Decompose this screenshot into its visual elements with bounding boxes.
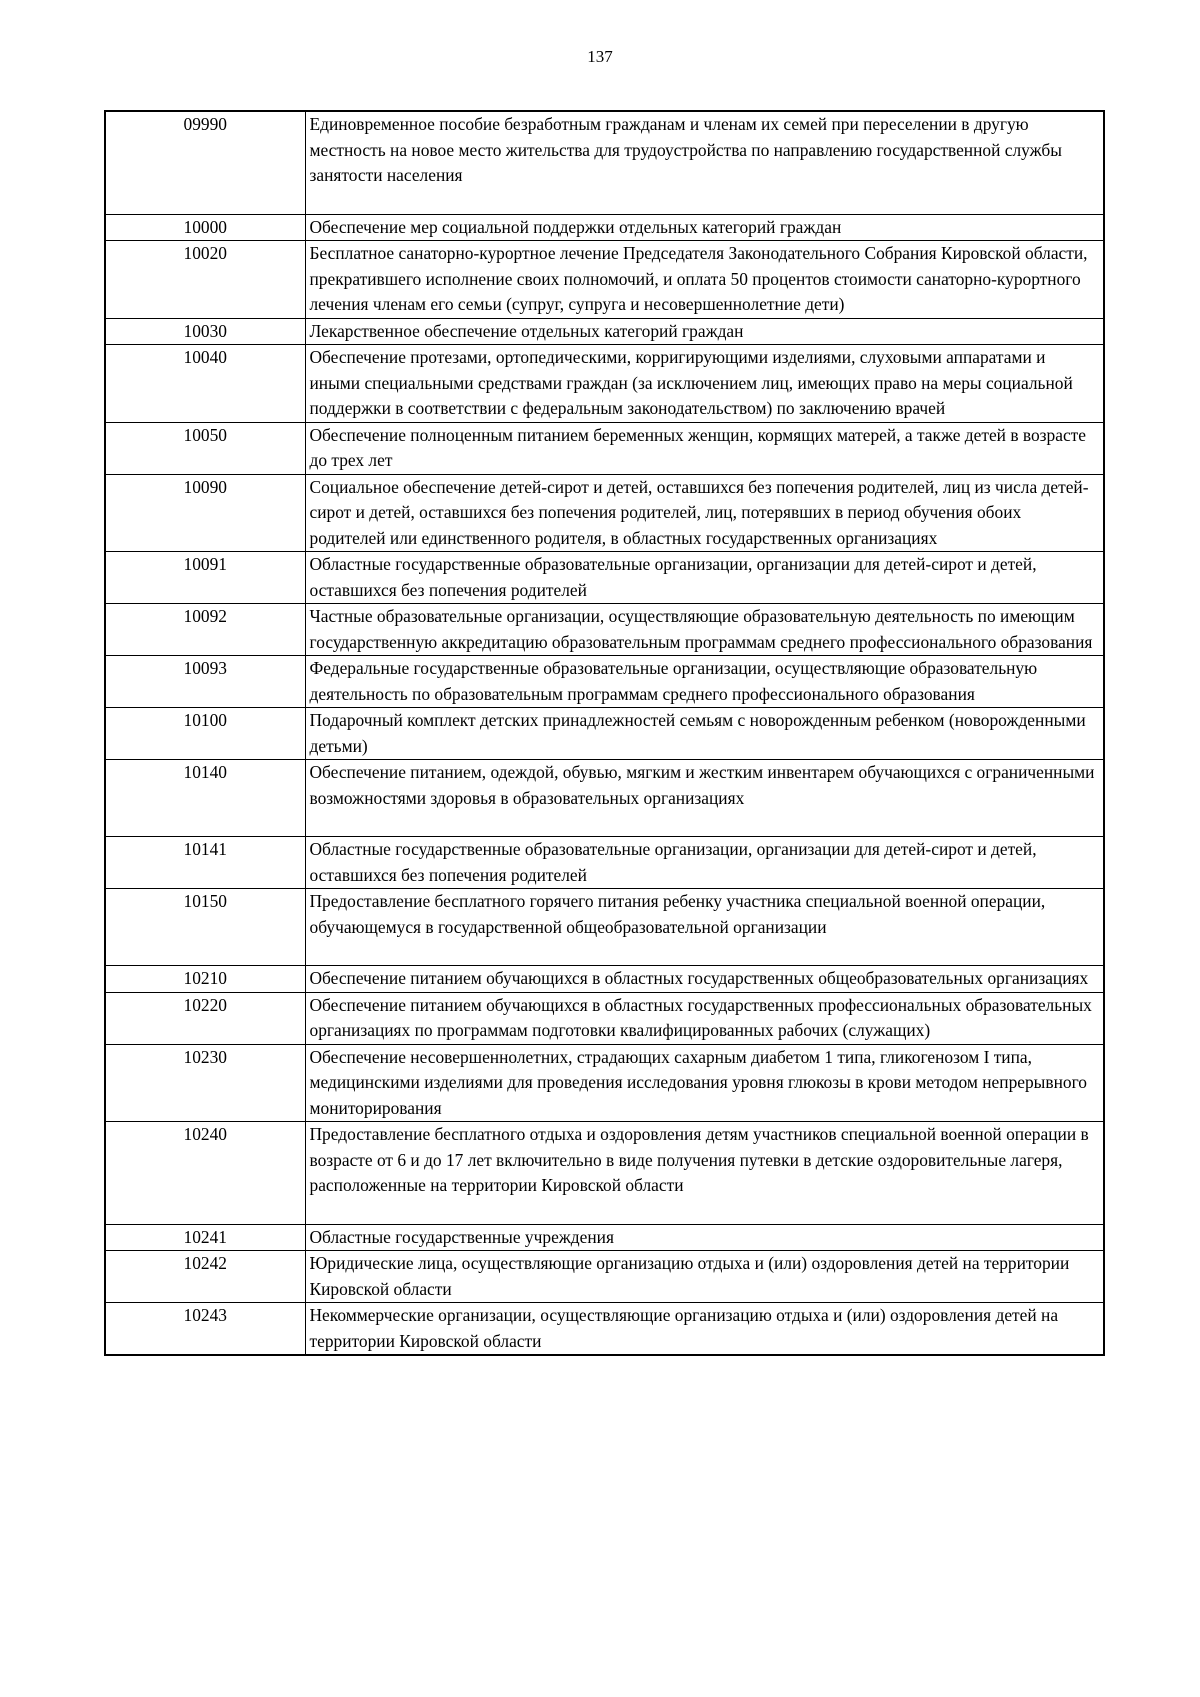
description-cell xyxy=(305,656,1104,708)
description-text: Предоставление бесплатного горячего питания ребенку участника специальной военной операции, обучающемуся в государственной общеобразовательной организации xyxy=(309,891,1046,937)
description-text: Федеральные государственные образовательные организации, осуществляющие образовательную деятельность по образовательным программам среднего профессионального образования xyxy=(309,658,1038,704)
description-text: Социальное обеспечение детей-сирот и детей, оставшихся без попечения родителей, лиц из числа детей-сирот и детей, оставшихся без попечения родителей, лиц, потерявших в период обучения обоих родителей или единственного родителя, в областных государственных организациях xyxy=(309,476,1089,548)
description-cell xyxy=(305,889,1104,966)
description-cell xyxy=(305,708,1104,760)
code-cell: 10240 xyxy=(105,1122,305,1225)
description-cell xyxy=(305,992,1104,1044)
description-cell xyxy=(305,111,1104,214)
table-row xyxy=(105,760,1104,837)
description-text: Подарочный комплект детских принадлежностей семьям с новорожденным ребенком (новорожденными детьми) xyxy=(309,710,1086,756)
code-cell: 10220 xyxy=(105,992,305,1044)
table-row xyxy=(105,708,1104,760)
table-row xyxy=(105,966,1104,993)
table-row xyxy=(105,992,1104,1044)
description-cell xyxy=(305,1122,1104,1225)
page-number: 137 xyxy=(587,47,613,66)
description-cell xyxy=(305,214,1104,241)
description-text: Обеспечение несовершеннолетних, страдающих сахарным диабетом 1 типа, гликогенозом I типа, медицинскими изделиями для проведения исследования уровня глюкозы в крови методом непрерывного мониторирования xyxy=(309,1046,1087,1118)
code-cell: 10030 xyxy=(105,318,305,345)
description-text: Обеспечение мер социальной поддержки отдельных категорий граждан xyxy=(309,216,842,237)
description-text: Некоммерческие организации, осуществляющие организацию отдыха и (или) оздоровления детей на территории Кировской области xyxy=(309,1305,1059,1351)
description-cell xyxy=(305,1224,1104,1251)
code-cell: 10000 xyxy=(105,214,305,241)
table-row xyxy=(105,604,1104,656)
code-cell: 10093 xyxy=(105,656,305,708)
code-cell: 10090 xyxy=(105,474,305,552)
table-row xyxy=(105,318,1104,345)
description-cell xyxy=(305,1303,1104,1356)
table-row xyxy=(105,837,1104,889)
description-cell xyxy=(305,345,1104,423)
description-text: Лекарственное обеспечение отдельных категорий граждан xyxy=(309,320,744,341)
code-cell: 10210 xyxy=(105,966,305,993)
code-cell: 10243 xyxy=(105,1303,305,1356)
description-cell xyxy=(305,760,1104,837)
description-text: Обеспечение протезами, ортопедическими, корригирующими изделиями, слуховыми аппаратами и иными специальными средствами граждан (за исключением лиц, имеющих право на меры социальной поддержки в соответствии с федеральным законодательством) по заключению врачей xyxy=(309,347,1073,418)
description-cell xyxy=(305,1044,1104,1122)
table-row xyxy=(105,345,1104,423)
description-text: Областные государственные образовательные организации, организации для детей-сирот и детей, оставшихся без попечения родителей xyxy=(309,839,1037,885)
code-cell: 10241 xyxy=(105,1224,305,1251)
code-cell: 09990 xyxy=(105,111,305,214)
table-row xyxy=(105,241,1104,319)
table-row xyxy=(105,214,1104,241)
code-cell: 10100 xyxy=(105,708,305,760)
code-cell: 10040 xyxy=(105,345,305,423)
description-text: Обеспечение полноценным питанием беременных женщин, кормящих матерей, а также детей в возрасте до трех лет xyxy=(309,424,1087,470)
description-text: Юридические лица, осуществляющие организацию отдыха и (или) оздоровления детей на территории Кировской области xyxy=(309,1253,1070,1299)
code-cell: 10141 xyxy=(105,837,305,889)
description-cell xyxy=(305,966,1104,993)
description-cell xyxy=(305,1251,1104,1303)
code-cell: 10020 xyxy=(105,241,305,319)
codes-table-body xyxy=(105,111,1104,1355)
description-cell xyxy=(305,604,1104,656)
code-cell: 10150 xyxy=(105,889,305,966)
table-row xyxy=(105,422,1104,474)
table-row xyxy=(105,474,1104,552)
code-cell: 10242 xyxy=(105,1251,305,1303)
description-text: Областные государственные образовательные организации, организации для детей-сирот и детей, оставшихся без попечения родителей xyxy=(309,554,1037,600)
table-row xyxy=(105,1044,1104,1122)
code-cell: 10050 xyxy=(105,422,305,474)
table-row xyxy=(105,1224,1104,1251)
description-cell xyxy=(305,422,1104,474)
codes-table xyxy=(104,110,1105,1356)
description-cell xyxy=(305,241,1104,319)
table-row xyxy=(105,1122,1104,1225)
code-cell: 10092 xyxy=(105,604,305,656)
table-row xyxy=(105,1303,1104,1356)
code-cell: 10140 xyxy=(105,760,305,837)
table-row xyxy=(105,111,1104,214)
table-row xyxy=(105,552,1104,604)
description-text: Обеспечение питанием обучающихся в областных государственных общеобразовательных организациях xyxy=(309,968,1089,988)
table-row xyxy=(105,889,1104,966)
description-text: Предоставление бесплатного отдыха и оздоровления детям участников специальной военной операции в возрасте от 6 и до 17 лет включительно в виде получения путевки в детские оздоровительные лагеря, расположенные на территории Кировской области xyxy=(309,1124,1089,1195)
code-cell: 10091 xyxy=(105,552,305,604)
description-text: Бесплатное санаторно-курортное лечение Председателя Законодательного Собрания Кировской области, прекратившего исполнение своих полномочий, и оплата 50 процентов стоимости санаторно-курортного лечения членам его семьи (супруг, супруга и несовершеннолетние дети) xyxy=(309,243,1088,314)
description-text: Областные государственные учреждения xyxy=(309,1226,614,1247)
description-cell xyxy=(305,552,1104,604)
description-cell xyxy=(305,318,1104,345)
description-text: Частные образовательные организации, осуществляющие образовательную деятельность по имеющим государственную аккредитацию образовательным программам среднего профессионального образования xyxy=(309,606,1093,652)
description-text: Единовременное пособие безработным гражданам и членам их семей при переселении в другую местность на новое место жительства для трудоустройства по направлению государственной службы занятости населения xyxy=(309,114,1062,185)
code-cell: 10230 xyxy=(105,1044,305,1122)
table-row xyxy=(105,656,1104,708)
description-cell xyxy=(305,837,1104,889)
description-cell xyxy=(305,474,1104,552)
table-row xyxy=(105,1251,1104,1303)
description-text: Обеспечение питанием, одеждой, обувью, мягким и жестким инвентарем обучающихся с ограниченными возможностями здоровья в образовательных организациях xyxy=(309,762,1095,808)
description-text: Обеспечение питанием обучающихся в областных государственных профессиональных образовательных организациях по программам подготовки квалифицированных рабочих (служащих) xyxy=(309,994,1092,1040)
